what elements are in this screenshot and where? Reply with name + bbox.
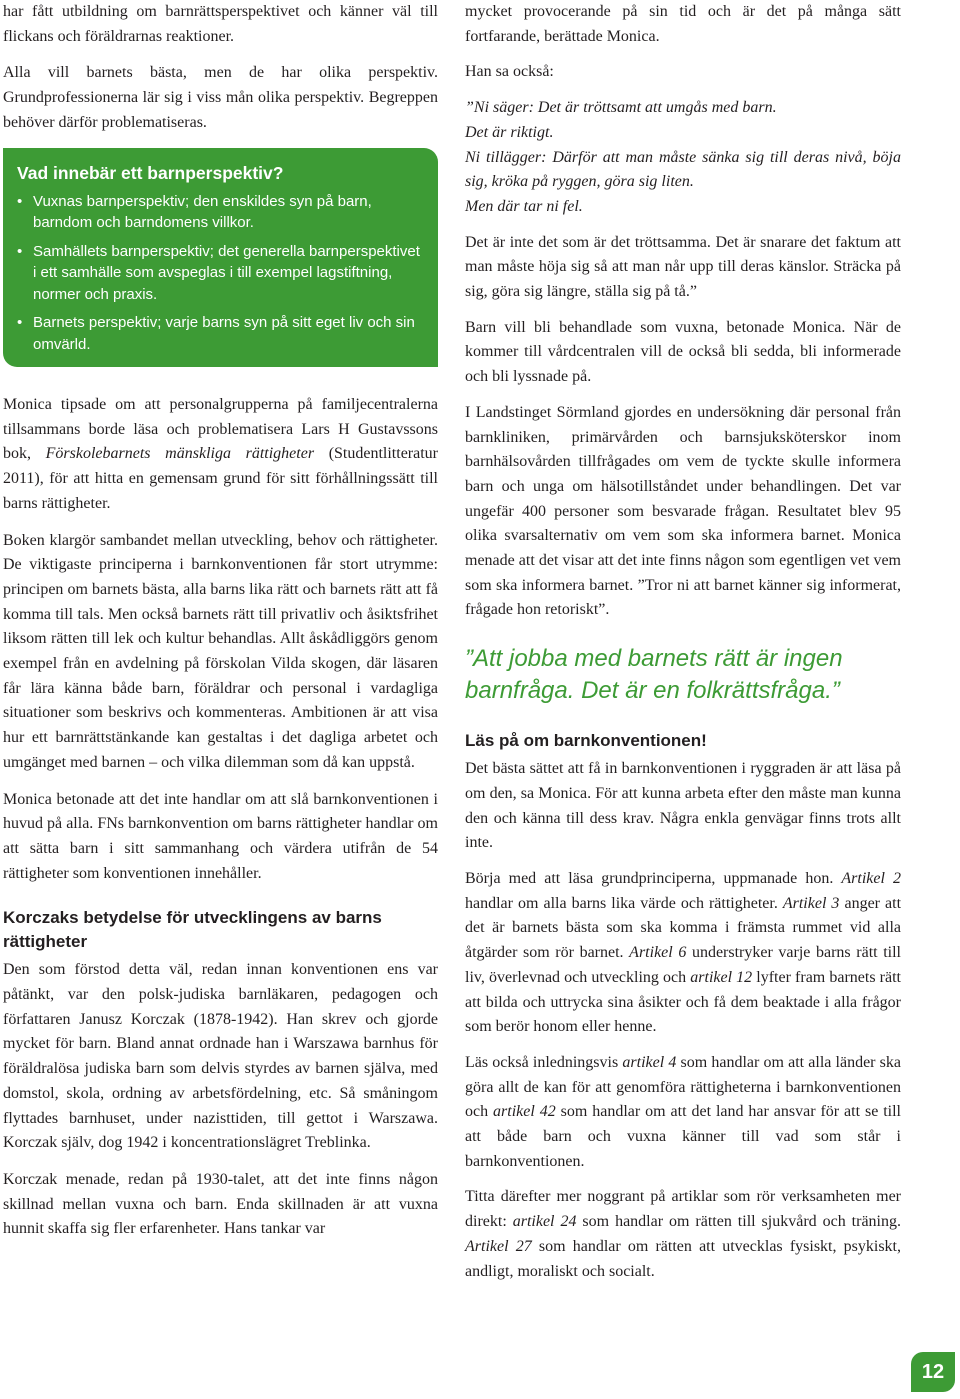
list-item: • Vuxnas barnperspektiv; den enskildes syn på barn, barndom och barndomens villkor. — [17, 192, 372, 232]
section-heading: Korczaks betydelse för utvecklingens av barns rättigheter — [3, 908, 382, 952]
section-heading: Läs på om barnkonventionen! — [465, 731, 707, 751]
pull-quote: ”Att jobba med barnets rätt är ingen barnfråga. Det är en folkrättsfråga.” — [465, 645, 843, 705]
quote-line: Det är riktigt. — [465, 123, 554, 141]
fact-box-title: Vad innebär ett barnperspektiv? — [17, 162, 284, 183]
paragraph: I Landstinget Sörmland gjordes en undersökning där personal från barnkliniken, primärvården och barnsjuksköterskor inom barnhälsovården tillfrågades om vem de tyckte skulle informera barn och unga om hälsotillståndet under behandlingen. Det var ungefär 400 personer som besvarade frågan. Resultatet blev 95 olika svarsalternativ om vem som ska informera barnet. Monica menade att det visar att det inte finns någon som egentligen vet vem som ska informera barnet. ”Tror ni att barnet känner sig informerat, frågade hon retoriskt”. — [465, 403, 901, 619]
paragraph: Korczak menade, redan på 1930-talet, att det inte finns någon skillnad mellan vuxna och barn. Enda skillnaden är att vuxna hunnit skaffa sig fler erfarenheter. Hans tankar var — [3, 1171, 438, 1238]
quote-line: Men där tar ni fel. — [465, 197, 583, 215]
paragraph: Läs också inledningsvis artikel 4 som handlar om att alla länder ska göra allt de kan för att genomföra rättigheterna i barnkonventionen och artikel 42 som handlar om att det land har ansvar för att se till att både barn och vuxna känner till vad som står i barnkonventionen. — [465, 1053, 902, 1170]
paragraph: har fått utbildning om barnrättsperspektivet och känner väl till flickans och föräldrarnas reaktioner. — [3, 3, 438, 45]
left-column — [3, 0, 438, 1254]
bullet-icon: • — [17, 192, 23, 210]
korczak-quote — [465, 96, 901, 220]
fact-box — [3, 148, 438, 368]
page-number: 12 — [911, 1352, 955, 1392]
paragraph: Börja med att läsa grundprinciperna, uppmanade hon. Artikel 2 handlar om alla barns lika värde och rättigheter. Artikel 3 anger att det är barnets bästa som ska komma i främsta rummet vid alla åtgärder som rör barnet. Artikel 6 understryker varje barns rätt till liv, överlevnad och utveckling och artikel 12 lyfter fram barnets rätt att bilda och uttrycka sina åsikter och få dem beaktade i alla frågor som berör honom eller henne. — [465, 869, 902, 1036]
bullet-icon: • — [17, 242, 23, 260]
quote-line: Ni tillägger: Därför att man måste sänka sig till deras nivå, böja sig, kröka på ryggen, göra sig liten. — [465, 148, 901, 191]
bullet-icon: • — [17, 314, 23, 332]
paragraph: Barn vill bli behandlade som vuxna, betonade Monica. När de kommer till vårdcentralen vill de också bli sedda, bli informerade och bli lyssnade på. — [465, 318, 901, 386]
fact-box-list — [17, 191, 424, 356]
paragraph: Han sa också: — [465, 63, 554, 81]
list-item: • Barnets perspektiv; varje barns syn på sitt eget liv och sin omvärld. — [17, 314, 415, 353]
paragraph: Det bästa sättet att få in barnkonventionen i ryggraden är att läsa på om den, sa Monica. För att kunna arbeta efter den måste man kunna den och känna till dess krav. Några enkla genvägar finns trots allt inte. — [465, 760, 901, 852]
list-item: • Samhällets barnperspektiv; det generella barnperspektivet i ett samhälle som avspeglas i till exempel lagstiftning, normer och praxis. — [17, 242, 420, 303]
paragraph: mycket provocerande på sin tid och är det på många sätt fortfarande, berättade Monica. — [465, 3, 901, 45]
paragraph: Monica betonade att det inte handlar om att slå barnkonventionen i huvud på alla. FNs barnkonvention om barns rättigheter handlar om att sätta barn i sitt sammanhang och värdera utifrån de 54 rättigheter som konventionen innehåller. — [3, 790, 438, 882]
paragraph: Monica tipsade om att personalgrupperna på familjecentralerna tillsammans borde läsa och problematisera Lars H Gustavssons bok, Förskolebarnets mänskliga rättigheter (Studentlitteratur 2011), för att hitta en gemensam grund för sitt förhållningssätt till barns rättigheter. — [3, 396, 438, 512]
paragraph: Boken klargör sambandet mellan utveckling, behov och rättigheter. De viktigaste principerna i barnkonventionen får stort utrymme: principen om barnets bästa, alla barns lika rätt och barnets rätt att få komma till tals. Men också barnets rätt till privatliv och åsiktsfrihet liksom rätten till lek och kultur behandlas. Allt åskådliggörs genom exempel från en avdelning på förskolan Vilda skogen, där läsaren får lära känna både barn, föräldrar och personal i vardagliga situationer som beskrivs och kommenteras. Ambitionen är att visa hur ett barnrättstänkande kan gestaltas i det dagliga arbetet och umgänget med barnen – och vilka dilemman som då kan uppstå. — [3, 531, 438, 771]
paragraph: Det är inte det som är det tröttsamma. Det är snarare det faktum att man måste höja sig så att man når upp till deras känslor. Sträcka på sig, göra sig längre, ställa sig på tå.” — [465, 233, 901, 301]
paragraph: Alla vill barnets bästa, men de har olika perspektiv. Grundprofessionerna lär sig i viss mån olika perspektiv. Begreppen behöver därför problematiseras. — [3, 64, 438, 131]
right-column — [465, 0, 901, 1295]
book-title: Förskolebarnets mänskliga rättigheter — [45, 445, 315, 463]
paragraph: Den som förstod detta väl, redan innan konventionen ens var påtänkt, var den polsk-judiska barnläkaren, pedagogen och författaren Janusz Korczak (1878-1942). Han skrev och gjorde mycket för barn. Bland annat ordnade han i Warszawa barnhus för föräldralösa judiska barn som delvis styrdes av barnen själva, med domstol, skola, ordning av arbetsfördelning, etc. Så småningom flyttades barnhuset, under nazisttiden, till gettot i Warszawa. Korczak själv, dog 1942 i koncentrationslägret Treblinka. — [3, 961, 438, 1152]
paragraph: Titta därefter mer noggrant på artiklar som rör verksamheten mer direkt: artikel 24 som handlar om rätten till sjukvård och träning. Artikel 27 som handlar om rätten att utvecklas fysiskt, psykiskt, andligt, moraliskt och socialt. — [465, 1188, 902, 1280]
quote-line: ”Ni säger: Det är tröttsamt att umgås med barn. — [465, 99, 777, 117]
